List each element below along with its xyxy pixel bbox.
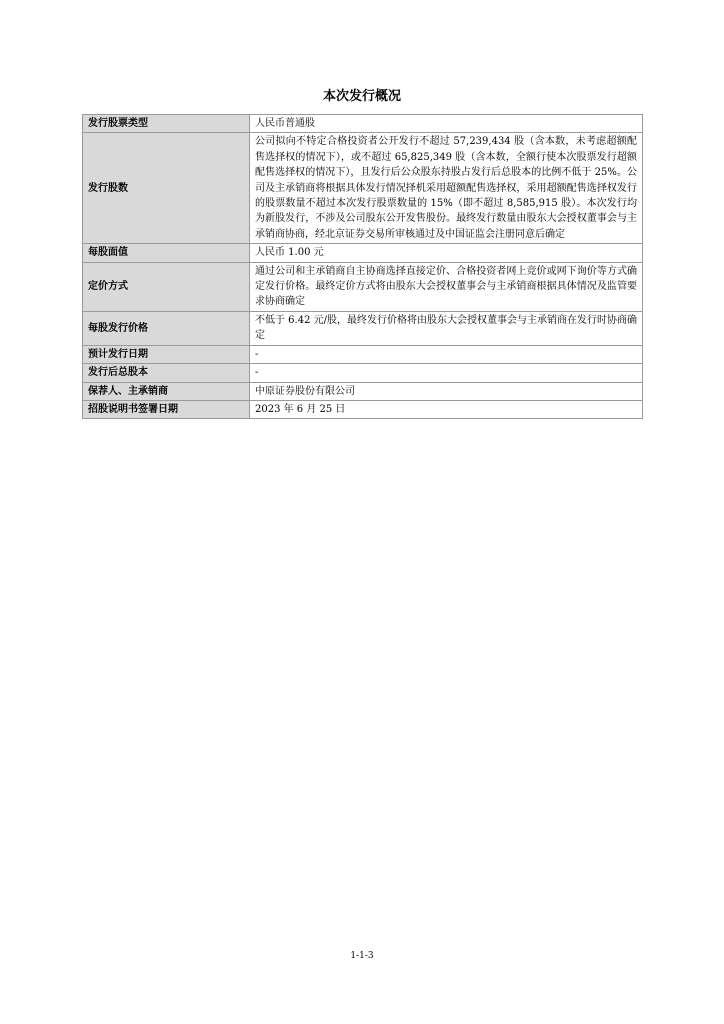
table-row-total-shares: [83, 364, 643, 382]
table-row-stock-type: [83, 115, 643, 133]
row-label-signing-date: 招股说明书签署日期: [83, 400, 250, 418]
table-row-par-value: [83, 244, 643, 262]
row-value-sponsor: 中原证券股份有限公司: [250, 382, 643, 400]
row-value-signing-date: 2023 年 6 月 25 日: [250, 400, 643, 418]
row-value-issue-price: 不低于 6.42 元/股，最终发行价格将由股东大会授权董事会与主承销商在发行时协商确定: [250, 311, 643, 345]
row-label-issue-date: 预计发行日期: [83, 345, 250, 363]
row-label-sponsor: 保荐人、主承销商: [83, 382, 250, 400]
row-value-pricing-method: 通过公司和主承销商自主协商选择直接定价、合格投资者网上竞价或网下询价等方式确定发行价格。最终定价方式将由股东大会授权董事会与主承销商根据具体情况及监管要求协商确定: [250, 262, 643, 311]
row-label-issue-price: 每股发行价格: [83, 311, 250, 345]
page-title: 本次发行概况: [322, 89, 401, 104]
table-row-pricing-method: [83, 262, 643, 311]
row-value-share-count: 公司拟向不特定合格投资者公开发行不超过 57,239,434 股（含本数，未考虑超额配售选择权的情况下），或不超过 65,825,349 股（含本数，全额行使本次股票发行超额配售选择权的情况下），且发行后公众股东持股占发行后总股本的比例不低于 25%。公司及主承销商将根据具体发行情况择机采用超额配售选择权，采用超额配售选择权发行的股票数量不超过本次发行股票数量的 15%（即不超过 8,585,915 股）。本次发行均为新股发行，不涉及公司股东公开发售股份。最终发行数量由股东大会授权董事会与主承销商协商，经北京证券交易所审核通过及中国证监会注册同意后确定: [250, 133, 643, 244]
row-value-par-value: 人民币 1.00 元: [250, 244, 643, 262]
table-row-share-count: [83, 133, 643, 244]
issuance-overview-table: [82, 114, 643, 419]
table-row-issue-date: [83, 345, 643, 363]
row-label-share-count: 发行股数: [83, 133, 250, 244]
page-number: 1-1-3: [350, 951, 374, 961]
row-label-stock-type: 发行股票类型: [83, 115, 250, 133]
row-label-total-shares: 发行后总股本: [83, 364, 250, 382]
row-value-total-shares: -: [250, 364, 643, 382]
row-label-par-value: 每股面值: [83, 244, 250, 262]
row-value-issue-date: -: [250, 345, 643, 363]
table-row-sponsor: [83, 382, 643, 400]
table-row-signing-date: [83, 400, 643, 418]
table-row-issue-price: [83, 311, 643, 345]
row-value-stock-type: 人民币普通股: [250, 115, 643, 133]
row-label-pricing-method: 定价方式: [83, 262, 250, 311]
